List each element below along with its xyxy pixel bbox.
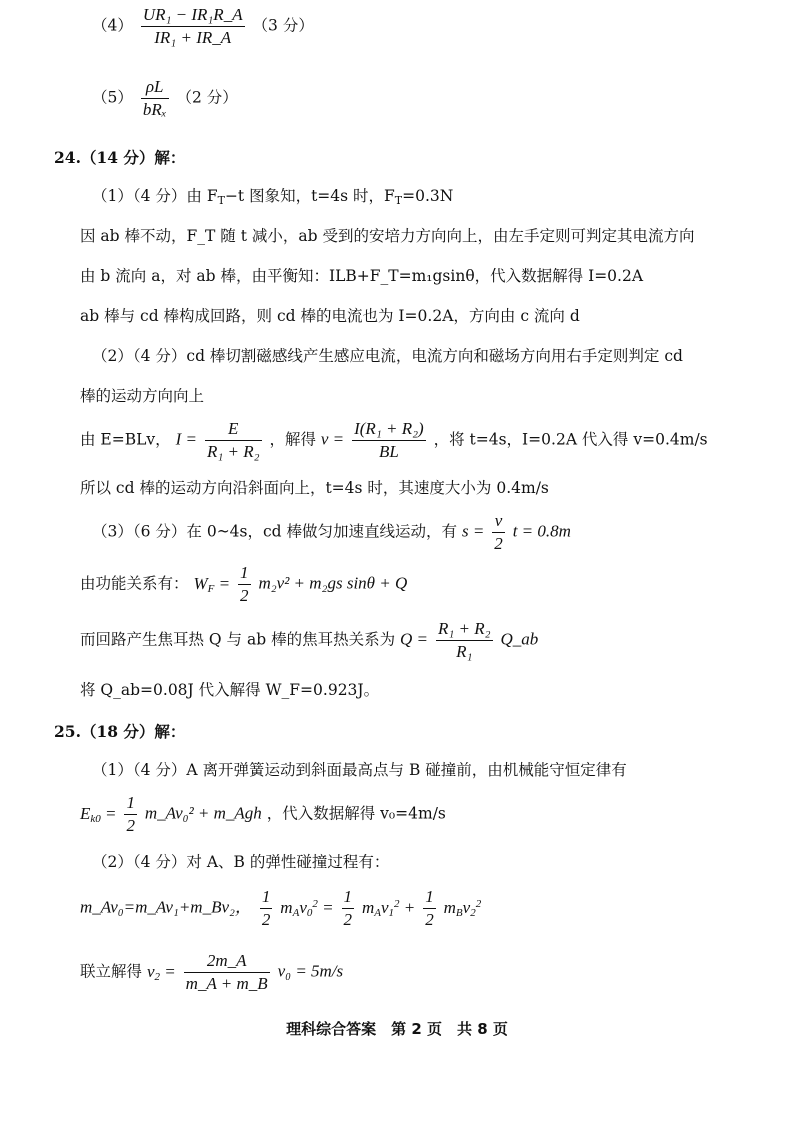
text: m_Av₀=m_Av₁+m_Bv₂， [80, 897, 252, 917]
fraction [436, 618, 493, 663]
q24-line12: 将 Q_ab=0.08J 代入解得 W_F=0.923J。 [80, 681, 380, 699]
text: 由 E=BLv， [80, 430, 171, 449]
score: （3 分） [252, 16, 314, 35]
q24-line5: （2）（4 分）cd 棒切割磁感线产生感应电流，电流方向和磁场方向用右手定则判定 cd [92, 347, 683, 365]
fraction [238, 562, 251, 607]
text: （1）（4 分）由 F [92, 187, 218, 205]
term: $m_Av_0^2$ = [280, 897, 334, 919]
q23-part5 [92, 76, 238, 121]
q24-line6: 棒的运动方向向上 [80, 387, 205, 405]
numerator: 1 [423, 886, 436, 909]
q24-line4: ab 棒与 cd 棒构成回路，则 cd 棒的电流也为 I=0.2A，方向由 c 流向 d [80, 307, 580, 325]
symbol: $W_F$ = [193, 573, 231, 595]
term: $m_Av_1^2$ + [361, 897, 416, 919]
text: t = 0.8m [512, 521, 571, 541]
fraction [205, 418, 262, 463]
fraction [423, 886, 436, 931]
q24-line11 [80, 618, 538, 663]
fraction [141, 76, 169, 121]
fraction [124, 792, 137, 837]
text: −t 图象知，t=4s 时，F [224, 187, 395, 205]
denominator: 2 [343, 910, 353, 929]
numerator: v [492, 510, 505, 533]
q24-line2: 因 ab 棒不动，F_T 随 t 减小，ab 受到的安培力方向向上，由左手定则可判定其电流方向 [80, 227, 695, 245]
page-footer: 理科综合答案 第 2 页 共 8 页 [286, 1020, 508, 1038]
denominator: 2 [261, 910, 271, 929]
text: 联立解得 [80, 962, 143, 981]
text: =0.3N [402, 187, 454, 205]
symbol: v = [320, 429, 345, 449]
denominator: 2 [240, 586, 249, 605]
symbol: $v_2$ = [146, 961, 176, 983]
numerator: E [205, 418, 262, 441]
q24-line10 [80, 562, 407, 607]
text: 由功能关系有： [80, 574, 189, 593]
fraction [184, 950, 270, 995]
numerator: 1 [124, 792, 137, 815]
text: ，代入数据解得 v₀=4m/s [266, 804, 446, 823]
q25-line1: （1）（4 分）A 离开弹簧运动到斜面最高点与 B 碰撞前，由机械能守恒定律有 [92, 761, 627, 779]
text: m_Av₀² + m_Agh [144, 803, 262, 823]
denominator: R₁ + R₂ [206, 442, 260, 461]
text: Q_ab [500, 629, 539, 649]
fraction [492, 510, 505, 555]
numerator: 1 [342, 886, 355, 909]
numerator: 2m_A [184, 950, 270, 973]
text: m₂v² + m₂gs sinθ + Q [258, 573, 408, 593]
denominator: m_A + m_B [185, 974, 268, 993]
numerator: 1 [238, 562, 251, 585]
fraction [141, 4, 245, 49]
numerator: UR₁ − IR₁R_A [141, 4, 245, 27]
q24-line8: 所以 cd 棒的运动方向沿斜面向上，t=4s 时，其速度大小为 0.4m/s [80, 479, 549, 497]
text: （3）（6 分）在 0~4s，cd 棒做匀加速直线运动，有 [92, 522, 458, 541]
denominator: BL [378, 442, 399, 461]
text: v₀ = 5m/s [277, 961, 344, 981]
denominator: R₁ [456, 642, 473, 661]
text: 而回路产生焦耳热 Q 与 ab 棒的焦耳热关系为 [80, 630, 396, 649]
q25-title: 25.（18 分）解： [54, 722, 186, 741]
denominator: 2 [494, 534, 503, 553]
fraction [342, 886, 355, 931]
fraction [352, 418, 426, 463]
q24-line1 [92, 186, 453, 211]
q23-part4 [92, 4, 314, 49]
symbol: I = [175, 429, 197, 449]
q24-line3: 由 b 流向 a，对 ab 棒，由平衡知：ILB+F_T=m₁gsinθ，代入数据解得 I=0.2A [80, 267, 644, 285]
text: ，解得 [269, 430, 316, 449]
subscript: T [394, 194, 403, 207]
fraction [260, 886, 273, 931]
numerator: ρL [141, 76, 169, 99]
denominator: 2 [425, 910, 434, 929]
q25-line4 [80, 886, 481, 931]
denominator: 2 [126, 816, 135, 835]
part-label: （4） [92, 16, 133, 35]
score: （2 分） [176, 88, 238, 107]
q25-line2 [80, 792, 446, 837]
q25-line3: （2）（4 分）对 A、B 的弹性碰撞过程有： [92, 853, 390, 871]
q25-line5 [80, 950, 343, 995]
q24-line7 [80, 418, 708, 463]
subscript: T [217, 194, 225, 207]
symbol: s = [461, 521, 485, 541]
q24-title: 24.（14 分）解： [54, 148, 186, 167]
text: ，将 t=4s，I=0.2A 代入得 v=0.4m/s [433, 430, 708, 449]
symbol: Q = [400, 629, 429, 649]
part-label: （5） [92, 88, 133, 107]
denominator: bRₓ [142, 100, 167, 119]
numerator: 1 [260, 886, 273, 909]
numerator: R₁ + R₂ [436, 618, 493, 641]
term: $m_Bv_2^2$ [443, 897, 482, 919]
denominator: IR₁ + IR_A [154, 28, 232, 47]
numerator: I(R₁ + R₂) [352, 418, 426, 441]
symbol: $E_{k0}$ = [80, 803, 117, 825]
q24-line9 [92, 510, 571, 555]
